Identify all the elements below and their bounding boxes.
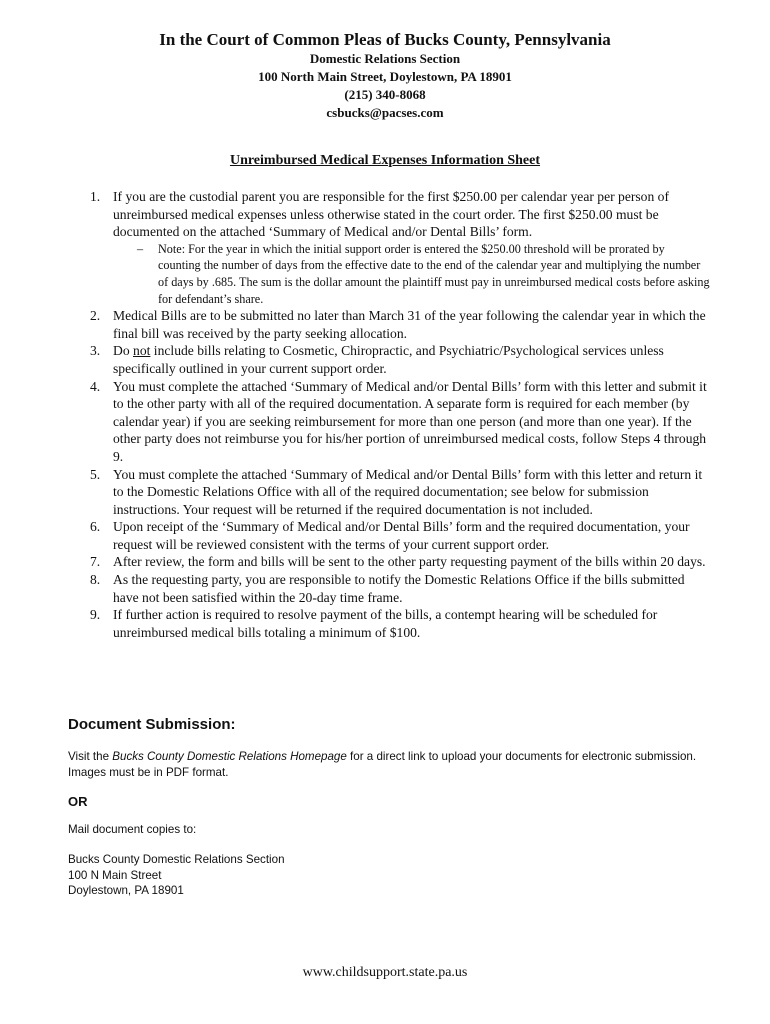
item-text: You must complete the attached ‘Summary of Medical and/or Dental Bills’ form with this letter and submit it to the other party with all of the required documentation. A separate form is required for each member (by calendar year) if you are seeking reimbursement for more than one person (and more than one year). If the other party does not reimburse you for his/her portion of unreimbursed medical costs, follow Steps 4 through 9. xyxy=(113,378,707,464)
item-text: Upon receipt of the ‘Summary of Medical and/or Dental Bills’ form and the required documentation, your request will be reviewed consistent with the terms of your current support order. xyxy=(113,519,690,552)
submission-visit-paragraph xyxy=(68,749,708,780)
submission-heading: Document Submission: xyxy=(68,716,236,733)
list-item xyxy=(80,518,710,553)
court-name: In the Court of Common Pleas of Bucks County, Pennsylvania xyxy=(159,30,611,49)
item-number: 3. xyxy=(90,343,101,359)
item-number: 2. xyxy=(90,308,101,324)
item-text: Medical Bills are to be submitted no later than March 31 of the year following the calendar year in which the final bill was received by the party seeking allocation. xyxy=(113,308,706,341)
office-address: 100 North Main Street, Doylestown, PA 18901 xyxy=(258,69,512,84)
sheet-title: Unreimbursed Medical Expenses Information Sheet xyxy=(229,153,541,168)
list-item xyxy=(80,606,710,641)
list-item xyxy=(80,571,710,606)
list-item xyxy=(80,342,710,377)
mail-city: Doylestown, PA 18901 xyxy=(68,884,184,897)
item-text: If you are the custodial parent you are responsible for the first $250.00 per calendar year per person of unreimbursed medical expenses unless otherwise stated in the court order. The first $250.00 must be documented on the attached ‘Summary of Medical and/or Dental Bills’ form. xyxy=(113,189,669,240)
footer-url: www.childsupport.state.pa.us xyxy=(302,965,468,980)
or-separator: OR xyxy=(68,794,88,809)
instructions-list xyxy=(80,188,710,641)
list-item xyxy=(80,553,710,571)
note-text: Note: For the year in which the initial support order is entered the $250.00 threshold will be prorated by counting the number of days from the effective date to the end of the calendar year and multiplying the number of days by .685. The sum is the dollar amount the plaintiff must pay in unreimbursed medical costs before asking for defendant’s share. xyxy=(158,241,710,306)
visit-text-before: Visit the xyxy=(68,750,113,763)
list-item xyxy=(80,378,710,466)
item-number: 1. xyxy=(90,189,101,204)
item-text-not: not xyxy=(133,343,151,359)
item-number: 8. xyxy=(90,572,101,588)
item-number: 7. xyxy=(90,554,101,570)
mail-name: Bucks County Domestic Relations Section xyxy=(68,853,285,866)
note xyxy=(80,241,710,307)
item-number: 4. xyxy=(90,378,101,394)
item-text: You must complete the attached ‘Summary of Medical and/or Dental Bills’ form with this letter and return it to the Domestic Relations Office with all of the required documentation; see below for submission instructions. Your request will be returned if the required documentation is not included. xyxy=(113,466,703,517)
mail-address xyxy=(68,852,708,899)
item-text: include bills relating to Cosmetic, Chiropractic, and Psychiatric/Psychological services unless specifically outlined in your current support order. xyxy=(113,343,664,376)
office-phone: (215) 340-8068 xyxy=(344,87,426,102)
mail-intro: Mail document copies to: xyxy=(68,823,197,836)
note-dash: – xyxy=(137,241,144,256)
mail-street: 100 N Main Street xyxy=(68,868,162,882)
section-name: Domestic Relations Section xyxy=(309,51,461,66)
item-text: If further action is required to resolve payment of the bills, a contempt hearing will be scheduled for unreimbursed medical bills totaling a minimum of $100. xyxy=(113,607,658,640)
item-number: 9. xyxy=(90,607,101,623)
list-item xyxy=(80,307,710,342)
item-number: 5. xyxy=(90,466,101,482)
visit-text-after: for a direct link to upload your documents for electronic submission. Images must be in PDF format. xyxy=(68,750,697,779)
item-number: 6. xyxy=(90,519,101,535)
item-text-do: Do xyxy=(113,343,130,359)
list-item xyxy=(80,188,710,241)
item-text: After review, the form and bills will be sent to the other party requesting payment of the bills within 20 days. xyxy=(113,554,706,570)
list-item xyxy=(80,466,710,519)
item-text: As the requesting party, you are responsible to notify the Domestic Relations Office if the bills submitted have not been satisfied within the 20-day time frame. xyxy=(113,572,685,605)
office-email: csbucks@pacses.com xyxy=(326,105,444,120)
letterhead xyxy=(0,30,770,122)
homepage-link[interactable]: Bucks County Domestic Relations Homepage xyxy=(112,750,347,763)
